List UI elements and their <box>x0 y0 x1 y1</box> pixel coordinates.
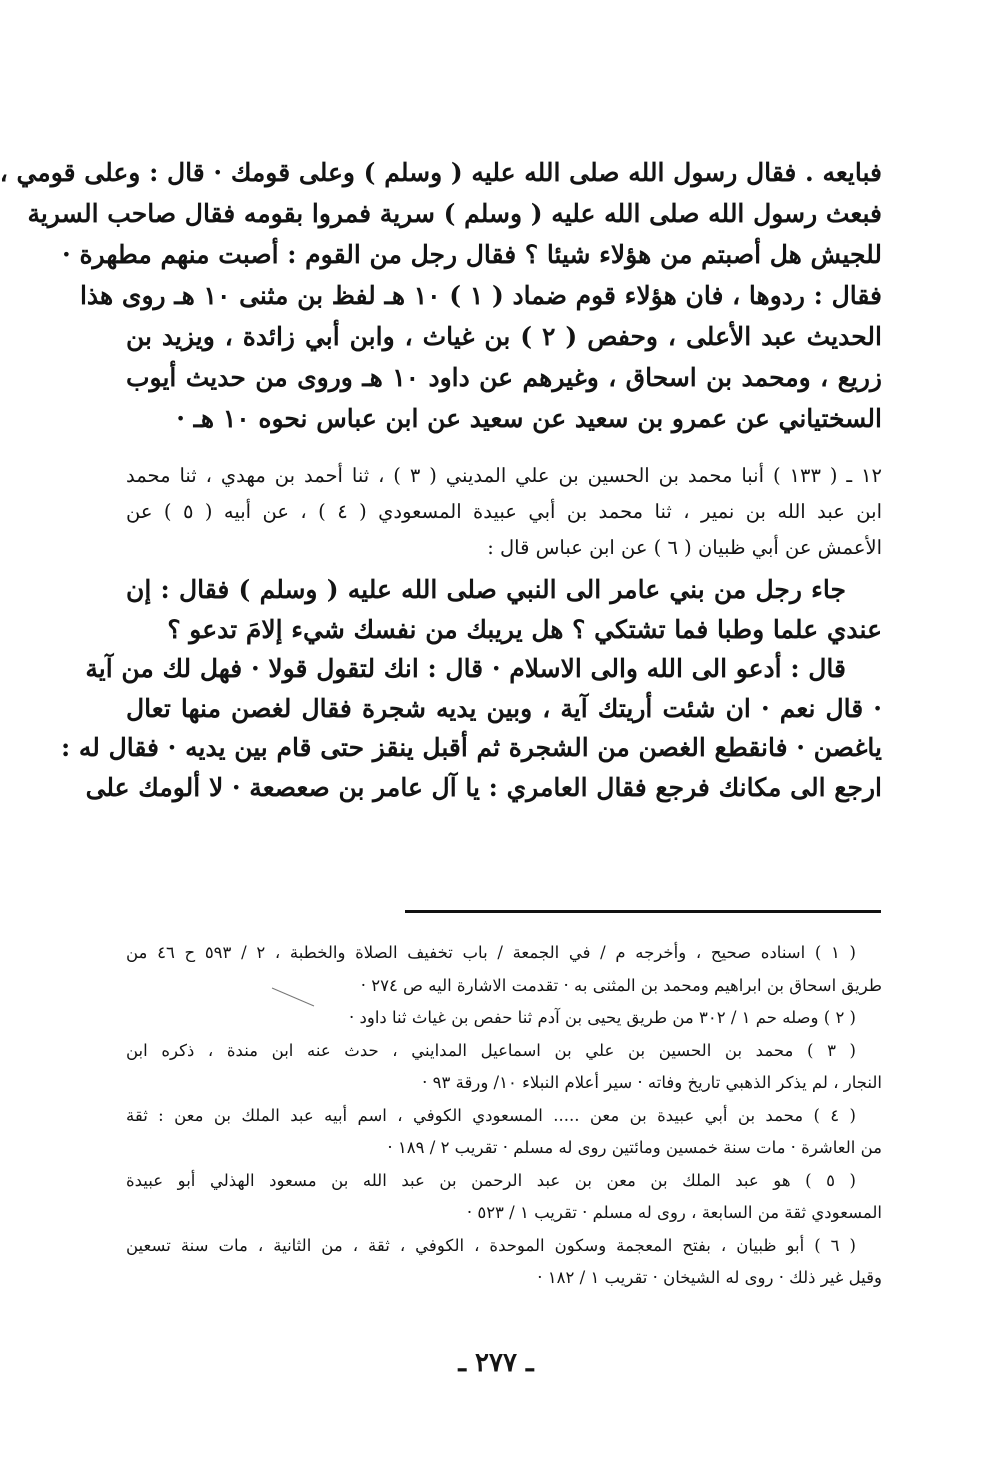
page-number: ـ ٢٧٧ ـ <box>458 1348 534 1378</box>
footnote-line: وقيل غير ذلك · روى له الشيخان · تقريب ١ / ١٨٢ · <box>537 1268 882 1287</box>
text-line: زريع ، ومحمد بن اسحاق ، وغيرهم عن داود ١٠ هـ وروى من حديث أيوب <box>126 363 882 392</box>
footnote-line: من العاشرة · مات سنة خمسين ومائتين روى له مسلم · تقريب ٢ / ١٨٩ · <box>387 1138 882 1157</box>
main-text-block-1 <box>0 152 882 439</box>
footnote-line: النجار ، لم يذكر الذهبي تاريخ وفاته · سير أعلام النبلاء ١٠/ ورقة ٩٣ · <box>422 1073 882 1092</box>
text-line: ارجع الى مكانك فرجع فقال العامري : يا آل عامر بن صعصعة · لا ألومك على <box>85 772 882 802</box>
text-line: السختياني عن عمرو بن سعيد عن سعيد عن ابن عباس نحوه ١٠ هـ · <box>176 404 882 433</box>
footnote-line: ( ٣ ) محمد بن الحسين بن علي بن اسماعيل المدايني ، حدث عنه ابن مندة ، ذكره ابن <box>126 1040 856 1060</box>
text-line: جاء رجل من بني عامر الى النبي صلى الله عليه ( وسلم ) فقال : إن <box>126 575 846 604</box>
text-line: للجيش هل أصبتم من هؤلاء شيئا ؟ فقال رجل من القوم : أصبت منهم مطهرة · <box>62 240 882 269</box>
text-line: الحديث عبد الأعلى ، وحفص ( ٢ ) بن غياث ، وابن أبي زائدة ، ويزيد بن <box>126 322 882 351</box>
text-line: قال : أدعو الى الله والى الاسلام · قال : انك لتقول قولا · فهل لك من آية <box>85 654 846 683</box>
footnote-line: ( ٢ ) وصله حم ١ / ٣٠٢ من طريق يحيى بن آدم ثنا حفص بن غياث ثنا داود · <box>349 1008 856 1027</box>
main-text-block-2 <box>60 570 882 807</box>
text-line: فبايعه . فقال رسول الله صلى الله عليه ( وسلم ) وعلى قومك · قال : وعلى قومي ، <box>0 158 882 187</box>
footnote-line: المسعودي ثقة من السابعة ، روى له مسلم · تقريب ١ / ٥٢٣ · <box>466 1203 882 1222</box>
footnotes <box>126 937 882 1295</box>
footnote-line: ( ٦ ) أبو ظبيان ، بفتح المعجمة وسكون الموحدة ، الكوفي ، ثقة ، من الثانية ، مات سنة تسعين <box>126 1235 856 1255</box>
isnad-line: ١٢ ـ ( ١٣٣ ) أنبا محمد بن الحسين بن علي المديني ( ٣ ) ، ثنا أحمد بن مهدي ، ثنا محمد <box>126 464 882 487</box>
hadith-chain-block <box>126 458 882 566</box>
footnote-line: طريق اسحاق بن ابراهيم ومحمد بن المثنى به · تقدمت الاشارة اليه ص ٢٧٤ · <box>360 975 882 995</box>
footnote-line: ( ٥ ) هو عبد الملك بن معن بن عبد الرحمن بن عبد الله بن مسعود الهذلي أبو عبيدة <box>126 1170 856 1190</box>
footnote-line: ( ٤ ) محمد بن أبي عبيدة بن معن ..... المسعودي الكوفي ، اسم أبيه عبد الملك بن معن : ثقة <box>126 1105 856 1125</box>
footnote-line: ( ١ ) اسناده صحيح ، وأخرجه م / في الجمعة / باب تخفيف الصلاة والخطبة ، ٢ / ٥٩٣ ح ٤٦ من <box>126 943 856 962</box>
text-line: فقال : ردوها ، فان هؤلاء قوم ضماد ( ١ ) ١٠ هـ لفظ بن مثنى ١٠ هـ روى هذا <box>79 281 882 310</box>
isnad-line: الأعمش عن أبي ظبيان ( ٦ ) عن ابن عباس قال : <box>487 536 882 559</box>
text-line: عندي علما وطبا فما تشتكي ؟ هل يريبك من نفسك شيء إلامَ تدعو ؟ <box>167 614 882 644</box>
footnote-separator <box>405 910 881 913</box>
text-line: فبعث رسول الله صلى الله عليه ( وسلم ) سرية فمروا بقومه فقال صاحب السرية <box>27 199 882 228</box>
text-line: · قال نعم · ان شئت أريتك آية ، وبين يديه شجرة فقال لغصن منها تعال <box>126 693 882 723</box>
text-line: ياغصن · فانقطع الغصن من الشجرة ثم أقبل ينقز حتى قام بين يديه · فقال له : <box>60 733 882 762</box>
isnad-line: ابن عبد الله بن نمير ، ثنا محمد بن أبي عبيدة المسعودي ( ٤ ) ، عن أبيه ( ٥ ) عن <box>126 500 882 523</box>
